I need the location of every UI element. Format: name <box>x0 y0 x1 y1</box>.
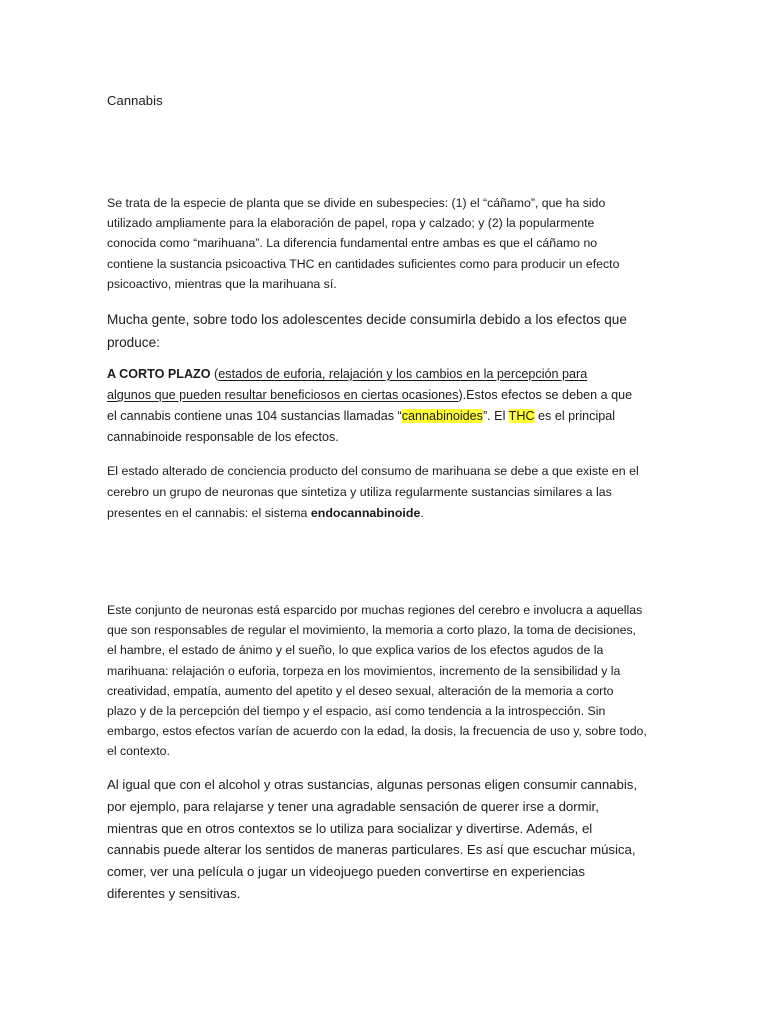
paragraph-social-use <box>107 774 655 905</box>
text-line: plazo y de la percepción del tiempo y el espacio, así como tendencia a la introspección. Sin <box>107 704 606 719</box>
text-line: Este conjunto de neuronas está esparcido por muchas regiones del cerebro e involucra a aquellas <box>107 603 643 617</box>
text-line: el hambre, el estado de ánimo y el sueño, lo que explica varios de los efectos agudos de la <box>107 643 604 658</box>
text-line: embargo, estos efectos varían de acuerdo con la edad, la dosis, la frecuencia de uso y, sobre todo, <box>107 724 647 739</box>
text-line <box>107 406 655 427</box>
inline-text: es el principal <box>534 409 616 423</box>
text-line: cannabinoide responsable de los efectos. <box>107 430 339 444</box>
inline-text: . <box>420 506 424 520</box>
text-line: mientras que en otros contextos se lo utiliza para socializar y divertirse. Además, el <box>107 820 593 836</box>
inline-text: el cannabis contiene unas 104 sustancias llamadas “ <box>107 409 402 423</box>
text-line: creatividad, empatía, aumento del apetito y el deseo sexual, alteración de la memoria a corto <box>107 683 614 698</box>
text-line: conocida como “marihuana”. La diferencia fundamental entre ambas es que el cáñamo no <box>107 236 598 251</box>
highlighted-term: cannabinoides <box>401 409 483 423</box>
document-title: Cannabis <box>107 93 163 108</box>
text-line: contiene la sustancia psicoactiva THC en cantidades suficientes como para producir un efecto <box>107 256 620 271</box>
inline-text: ( <box>210 367 219 381</box>
text-line: cannabis puede alterar los sentidos de maneras particulares. Es así que escuchar música, <box>107 842 636 858</box>
inline-text: presentes en el cannabis: el sistema <box>107 506 311 520</box>
paragraph-motivation <box>107 308 655 354</box>
text-line: comer, ver una película o jugar un videojuego pueden convertirse en experiencias <box>107 864 585 880</box>
section-heading: A CORTO PLAZO <box>107 367 211 381</box>
inline-text: ”. El <box>482 409 509 423</box>
bold-term: endocannabinoide <box>310 506 421 520</box>
text-line: cerebro un grupo de neuronas que sintetiza y utiliza regularmente sustancias similares a las <box>107 485 612 499</box>
text-line: utilizado ampliamente para la elaboración de papel, ropa y calzado; y (2) la popularmente <box>107 216 595 231</box>
text-line <box>107 385 655 406</box>
paragraph-neurons <box>107 600 655 762</box>
text-line: el contexto. <box>107 744 170 759</box>
text-line: que son responsables de regular el movimiento, la memoria a corto plazo, la toma de decisiones, <box>107 623 637 638</box>
text-line: marihuana: relajación o euforia, torpeza en los movimientos, incremento de la sensibilidad y la <box>107 663 621 678</box>
underlined-text: algunos que pueden resultar beneficiosos en ciertas ocasiones <box>107 388 459 402</box>
text-line: psicoactivo, mientras que la marihuana sí. <box>107 276 337 291</box>
text-line <box>107 364 655 385</box>
text-line: El estado alterado de conciencia producto del consumo de marihuana se debe a que existe en el <box>107 464 639 478</box>
highlighted-term: THC <box>508 409 535 423</box>
text-line: Al igual que con el alcohol y otras sustancias, algunas personas eligen consumir cannabis, <box>107 777 638 792</box>
paragraph-short-term <box>107 364 655 448</box>
text-line: Mucha gente, sobre todo los adolescentes decide consumirla debido a los efectos que <box>107 312 627 327</box>
text-line: produce: <box>107 335 160 350</box>
paragraph-definition <box>107 193 655 294</box>
text-line: Se trata de la especie de planta que se divide en subespecies: (1) el “cáñamo”, que ha sido <box>107 196 606 210</box>
text-line <box>107 503 655 524</box>
paragraph-endocannabinoid <box>107 461 655 524</box>
underlined-text: estados de euforia, relajación y los cambios en la percepción para <box>218 367 588 381</box>
inline-text: ).Estos efectos se deben a que <box>458 388 633 402</box>
text-line: por ejemplo, para relajarse y tener una agradable sensación de querer irse a dormir, <box>107 798 599 814</box>
text-line: diferentes y sensitivas. <box>107 885 241 901</box>
